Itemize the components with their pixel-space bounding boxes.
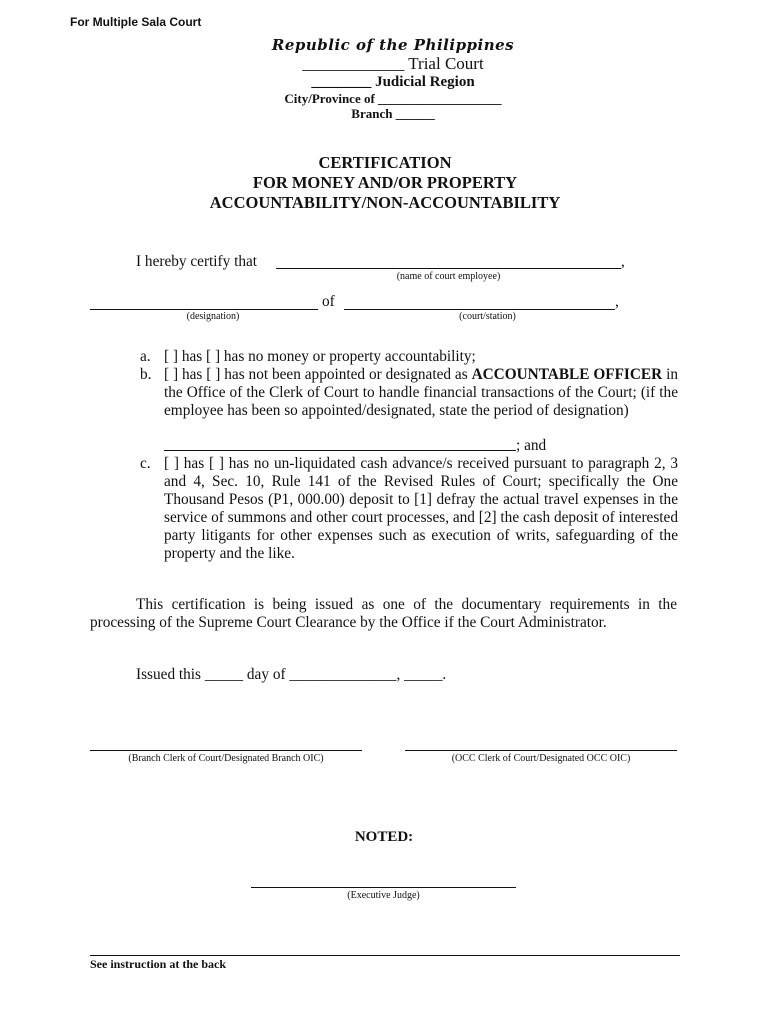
judicial-region-line: ________ Judicial Region xyxy=(311,74,475,90)
item-a xyxy=(140,348,678,366)
title-line-3: ACCOUNTABILITY/NON-ACCOUNTABILITY xyxy=(209,193,561,212)
footer-rule xyxy=(90,955,680,956)
city-province-line: City/Province of ___________________ xyxy=(284,91,502,106)
occ-clerk-signature-line[interactable] xyxy=(405,750,677,751)
item-c-text: [ ] has [ ] has no un-liquidated cash advance/s received pursuant to paragraph 2, 3 and 4, Sec. 10, Rule 141 of the Revised Rules of Court; specifically the One Thousand Pesos (P1, 000.00) deposit to [1] defray the actual travel expenses in the service of summons and other court processes, and [2] the cash deposit of interested party litigants for other expenses such as execution of writs, safeguarding of the property and the like. xyxy=(164,455,678,562)
branch-clerk-caption: (Branch Clerk of Court/Designated Branch OIC) xyxy=(128,753,324,764)
item-a-label: a. xyxy=(140,348,151,365)
of-word: of xyxy=(322,293,335,310)
item-c-label: c. xyxy=(140,455,151,472)
occ-clerk-caption: (OCC Clerk of Court/Designated OCC OIC) xyxy=(451,753,631,764)
court-station-field[interactable] xyxy=(344,309,615,310)
item-b-pre: [ ] has [ ] has not been appointed or designated as xyxy=(164,366,472,383)
republic-heading: Republic of the Philippines xyxy=(271,36,515,54)
item-b-bold: ACCOUNTABLE OFFICER xyxy=(471,366,663,383)
item-b-post: in the Office of the Clerk of Court to handle financial transactions of the Court; (if the employee has been so appointed/designated, state the period of designation) xyxy=(164,366,678,419)
noted-heading: NOTED: xyxy=(354,829,414,845)
issued-line: Issued this _____ day of ______________, _____. xyxy=(136,666,447,683)
executive-judge-signature-line[interactable] xyxy=(251,887,516,888)
purpose-paragraph: This certification is being issued as one of the documentary requirements in the processing of the Supreme Court Clearance by the Office if the Court Administrator. xyxy=(90,596,677,631)
executive-judge-caption: (Executive Judge) xyxy=(347,890,420,901)
designation-field[interactable] xyxy=(90,309,318,310)
title-line-2: FOR MONEY AND/OR PROPERTY xyxy=(252,173,518,192)
item-c xyxy=(140,455,678,563)
title-line-1: CERTIFICATION xyxy=(318,153,452,172)
item-b-tail: ; and xyxy=(516,437,547,454)
designation-caption: (designation) xyxy=(186,311,240,322)
branch-line: Branch ______ xyxy=(351,106,435,121)
employee-name-field[interactable] xyxy=(276,268,621,269)
certify-lead: I hereby certify that xyxy=(136,253,258,270)
designation-period-field[interactable] xyxy=(164,450,516,451)
item-b xyxy=(140,366,678,420)
form-type-note: For Multiple Sala Court xyxy=(70,15,202,29)
item-a-text: [ ] has [ ] has no money or property accountability; xyxy=(164,348,476,365)
item-b-label: b. xyxy=(140,366,152,383)
employee-caption: (name of court employee) xyxy=(396,271,501,282)
branch-clerk-signature-line[interactable] xyxy=(90,750,362,751)
footer-instruction: See instruction at the back xyxy=(90,957,226,971)
station-caption: (court/station) xyxy=(459,311,516,322)
trial-court-line: ____________ Trial Court xyxy=(302,54,484,73)
